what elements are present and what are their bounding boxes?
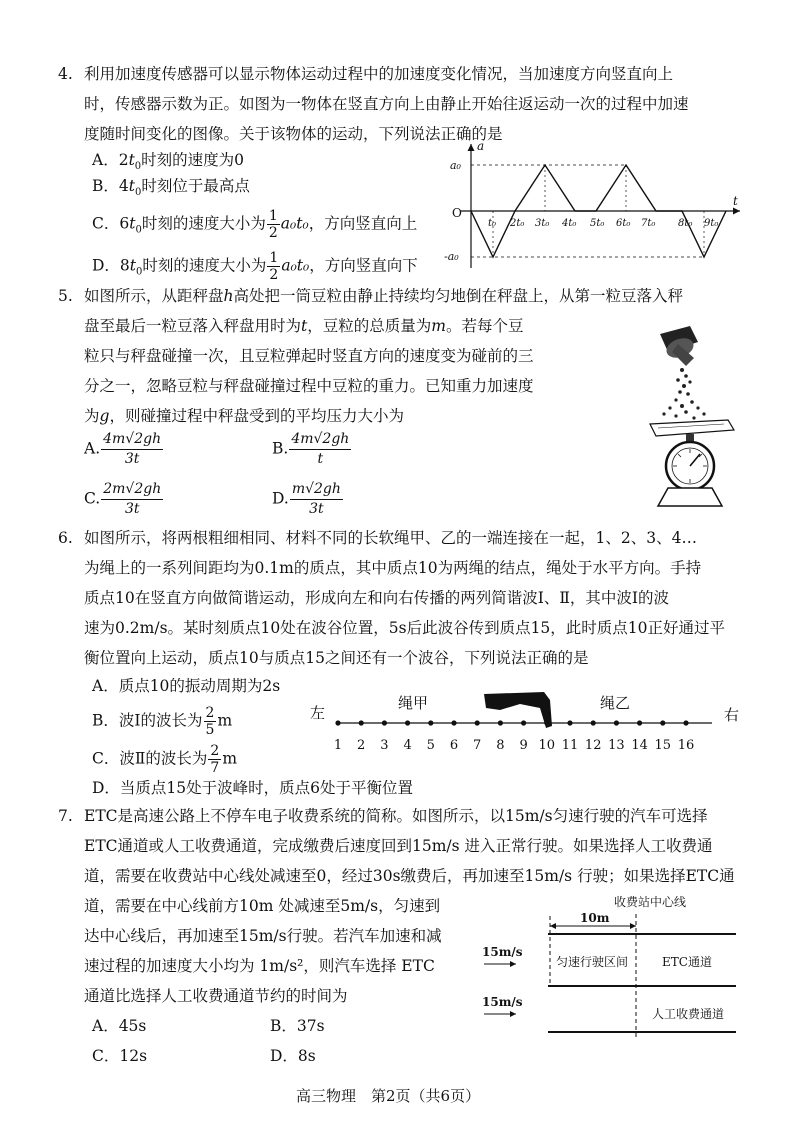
q7-stem-line4: 道，需要在中心线前方10m 处减速至5m/s，匀速到 [84,897,441,915]
rope-point-labels [334,738,694,753]
rope-point-label: 7 [473,738,482,753]
rope-point [405,720,410,725]
q6-number: 6. [58,529,73,547]
q7-option-c[interactable]: C．12s [92,1047,148,1065]
dist-label: 10m [580,911,610,925]
left-label: 左 [310,704,326,722]
q7-toll-diagram [476,890,776,1040]
rope-point [335,720,340,725]
origin-label: O [452,206,462,220]
rope-point [683,720,688,725]
tick-label: 7t₀ [641,218,656,229]
tick-label: 5t₀ [590,218,605,229]
q6-option-d[interactable]: D．当质点15处于波峰时，质点6处于平衡位置 [92,779,414,797]
bean-tube [660,326,698,366]
tick-label: 2t₀ [510,218,525,229]
q5-stem-line1: 如图所示，从距秤盘h高处把一筒豆粒由静止持续均匀地倒在秤盘上，从第一粒豆落入秤 [84,287,684,305]
tick-label: 3t₀ [535,218,550,229]
q5-stem-line4: 分之一，忽略豆粒与秤盘碰撞过程中豆粒的重力。已知重力加速度 [84,377,534,395]
q5-option-b[interactable]: B. $\frac{4m√2gh}{t}$ [272,431,350,467]
rope-point [521,720,526,725]
rope-point [567,720,572,725]
q7-stem-line1: ETC是高速公路上不停车电子收费系统的简称。如图所示，以15m/s匀速行驶的汽车可选择 [84,807,708,825]
tick-label: 8t₀ [678,218,693,229]
q6-option-b[interactable]: B．波Ⅰ的波长为 $\frac{2}{5}$ m [92,705,233,738]
speed-label-etc: 15m/s [482,945,523,959]
rope-point-label: 16 [677,738,695,753]
speed-label-manual: 15m/s [482,995,523,1009]
tick-label: 4t₀ [562,218,577,229]
q4-option-d[interactable]: D．$8t_0$时刻的速度大小为 $\frac{1}{2}$ a₀t₀，方向竖直向下 [92,250,418,283]
q7-stem-line3: 道，需要在收费站中心线处减速至0，经过30s缴费后，再加速至15m/s 行驶；如果选择ETC通 [84,867,735,885]
right-label: 右 [724,706,740,724]
rope-point-label: 4 [403,738,412,753]
rope-point [591,720,596,725]
q4-option-c[interactable]: C．$6t_0$时刻的速度大小为 $\frac{1}{2}$ a₀t₀，方向竖直向上 [92,208,418,241]
q4-acceleration-graph [440,138,750,273]
q5-stem-line5: 为g，则碰撞过程中秤盘受到的平均压力大小为 [84,407,404,425]
tick-label: t₀ [488,218,497,229]
rope-point [544,720,549,725]
rope-point-label: 12 [584,738,602,753]
falling-beans [662,368,705,420]
q7-stem-line6: 速过程的加速度大小均为 1m/s²，则汽车选择 ETC [84,957,435,975]
a0-label: a₀ [450,159,461,172]
q5-option-c[interactable]: C. $\frac{2m√2gh}{3t}$ [84,481,162,517]
q7-number: 7. [58,807,73,825]
rope-point [637,720,642,725]
q6-stem-line4: 速为0.2m/s。某时刻质点10处在波谷位置，5s后此波谷传到质点15，此时质点10正好通过平 [84,619,726,637]
q6-option-a[interactable]: A．质点10的振动周期为2s [92,677,281,695]
q4-option-b[interactable]: B．$4t_0$时刻位于最高点 [92,177,250,199]
q5-number: 5. [58,287,73,305]
q6-option-c[interactable]: C．波Ⅱ的波长为 $\frac{2}{7}$ m [92,743,238,776]
etc-lane-label: ETC通道 [662,955,712,969]
q7-option-b[interactable]: B．37s [270,1017,325,1035]
rope-point [382,720,387,725]
tick-labels [488,218,718,229]
q6-rope-diagram [300,686,770,758]
a-axis-label: a [477,139,485,153]
rope-point-label: 9 [519,738,528,753]
q6-stem-line3: 质点10在竖直方向做简谐运动，形成向左和向右传播的两列简谐波Ⅰ、Ⅱ，其中波Ⅰ的波 [84,589,670,607]
t-axis-label: t [733,194,738,208]
rope-point [475,720,480,725]
manual-lane-label: 人工收费通道 [652,1007,725,1021]
rope-b-label: 绳乙 [600,694,631,712]
q5-option-a[interactable]: A. $\frac{4m√2gh}{3t}$ [84,431,162,467]
q5-option-d[interactable]: D. $\frac{m√2gh}{3t}$ [272,481,341,517]
q4-option-a[interactable]: A．$2t_0$时刻的速度为0 [92,151,245,173]
q6-stem-line5: 衡位置向上运动，质点10与质点15之间还有一个波谷，下列说法正确的是 [84,649,589,667]
rope-point [428,720,433,725]
zone-label: 匀速行驶区间 [556,955,629,969]
rope-point-label: 13 [608,738,625,753]
rope-point-label: 8 [496,738,505,753]
q5-stem-line3: 粒只与秤盘碰撞一次，且豆粒弹起时竖直方向的速度变为碰前的三 [84,347,534,365]
neg-a0-label: -a₀ [444,250,459,263]
q4-number: 4. [58,65,73,83]
rope-a-label: 绳甲 [398,694,429,712]
q6-stem-line1: 如图所示，将两根粗细相同、材料不同的长软绳甲、乙的一端连接在一起，1、2、3、4… [84,529,697,547]
q4-stem-line3: 度随时间变化的图像。关于该物体的运动，下列说法正确的是 [84,125,503,143]
tick-label: 9t₀ [704,218,719,229]
rope-point-label: 5 [426,738,435,753]
rope-point-label: 3 [380,738,389,753]
tick-label: 6t₀ [616,218,631,229]
page-footer: 高三物理 第2页（共6页） [296,1087,481,1105]
q7-stem-line7: 通道比选择人工收费通道节约的时间为 [84,987,348,1005]
rope-point-label: 14 [631,738,648,753]
q5-stem-line2: 盘至最后一粒豆落入秤盘用时为t，豆粒的总质量为m。若每个豆 [84,317,524,335]
rope-point-label: 6 [449,738,459,753]
rope-point [359,720,364,725]
rope-point-label: 15 [654,738,672,753]
rope-point-label: 1 [333,738,343,753]
rope-point [614,720,619,725]
scale-base [658,488,722,506]
rope-point-label: 2 [357,738,366,753]
q7-stem-line5: 达中心线后，再加速至15m/s行驶。若汽车加速和减 [84,927,442,945]
q6-stem-line2: 为绳上的一系列间距均为0.1m的质点，其中质点10为两绳的结点，绳处于水平方向。手持 [84,559,702,577]
rope-point-label: 11 [561,738,579,753]
q7-stem-line2: ETC通道或人工收费通道，完成缴费后速度回到15m/s 进入正常行驶。如果选择人工收费通 [84,837,713,855]
rope-point [451,720,456,725]
q7-option-d[interactable]: D．8s [270,1047,316,1065]
q5-scale-illustration [620,320,760,510]
q4-stem-line1: 利用加速度传感器可以显示物体运动过程中的加速度变化情况，当加速度方向竖直向上 [84,65,674,83]
q7-option-a[interactable]: A．45s [92,1017,147,1035]
center-line-label: 收费站中心线 [614,895,687,909]
q4-stem-line2: 时，传感器示数为正。如图为一物体在竖直方向上由静止开始往返运动一次的过程中加速 [84,95,689,113]
rope-point [498,720,503,725]
rope-point [660,720,665,725]
rope-point-label: 10 [538,738,556,753]
